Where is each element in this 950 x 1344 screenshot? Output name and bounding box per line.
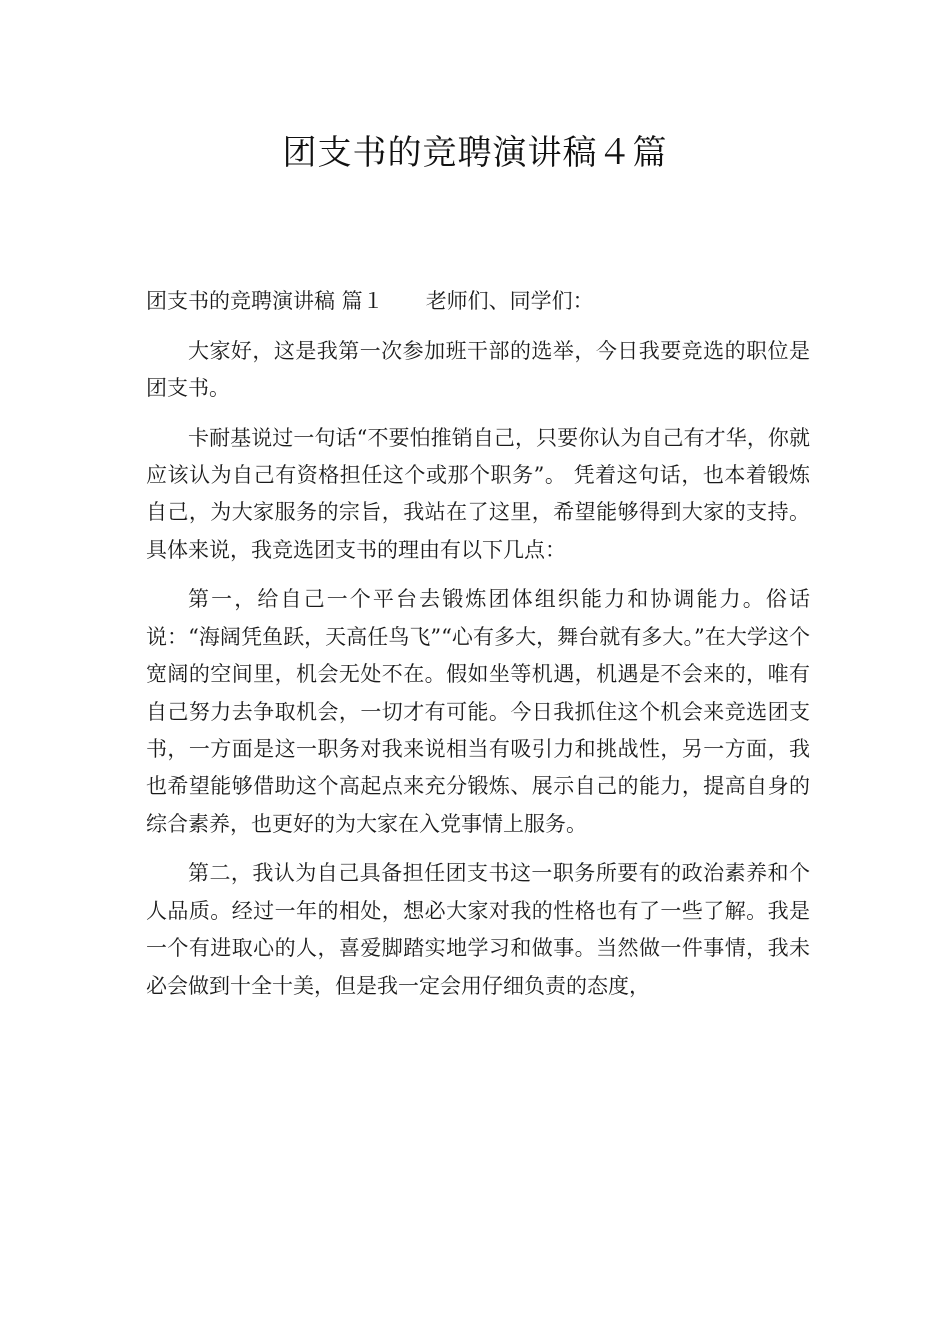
paragraph-4: 第二，我认为自己具备担任团支书这一职务所要有的政治素养和个人品质。经过一年的相处，想必大家对我的性格也有了一些了解。我是一个有进取心的人，喜爱脚踏实地学习和做事。当然做一件事情，我未必会做到十全十美，但是我一定会用仔细负责的态度， xyxy=(146,861,810,998)
document-body xyxy=(146,283,810,1017)
document-title: 团支书的竞聘演讲稿４篇 xyxy=(282,133,668,173)
intro-line xyxy=(146,283,810,320)
paragraph-2: 卡耐基说过一句话“不要怕推销自己，只要你认为自己有才华，你就应该认为自己有资格担任这个或那个职务”。 凭着这句话，也本着锻炼自己，为大家服务的宗旨，我站在了这里，希望能够得到大家的支持。 具体来说，我竞选团支书的理由有以下几点： xyxy=(146,425,810,562)
paragraph-1: 大家好，这是我第一次参加班干部的选举，今日我要竞选的职位是团支书。 xyxy=(146,338,810,400)
salutation: 老师们、同学们： xyxy=(425,289,594,313)
paragraph-3: 第一，给自己一个平台去锻炼团体组织能力和协调能力。俗话说：“海阔凭鱼跃，天高任鸟飞”“心有多大，舞台就有多大。”在大学这个宽阔的空间里，机会无处不在。假如坐等机遇，机遇是不会来的，唯有自己努力去争取机会，一切才有可能。今日我抓住这个机会来竞选团支书，一方面是这一职务对我来说相当有吸引力和挑战性，另一方面，我也希望能够借助这个高起点来充分锻炼、展示自己的能力，提高自身的综合素养，也更好的为大家在入党事情上服务。 xyxy=(146,587,810,836)
intro-heading: 团支书的竞聘演讲稿 篇１ xyxy=(146,289,384,313)
